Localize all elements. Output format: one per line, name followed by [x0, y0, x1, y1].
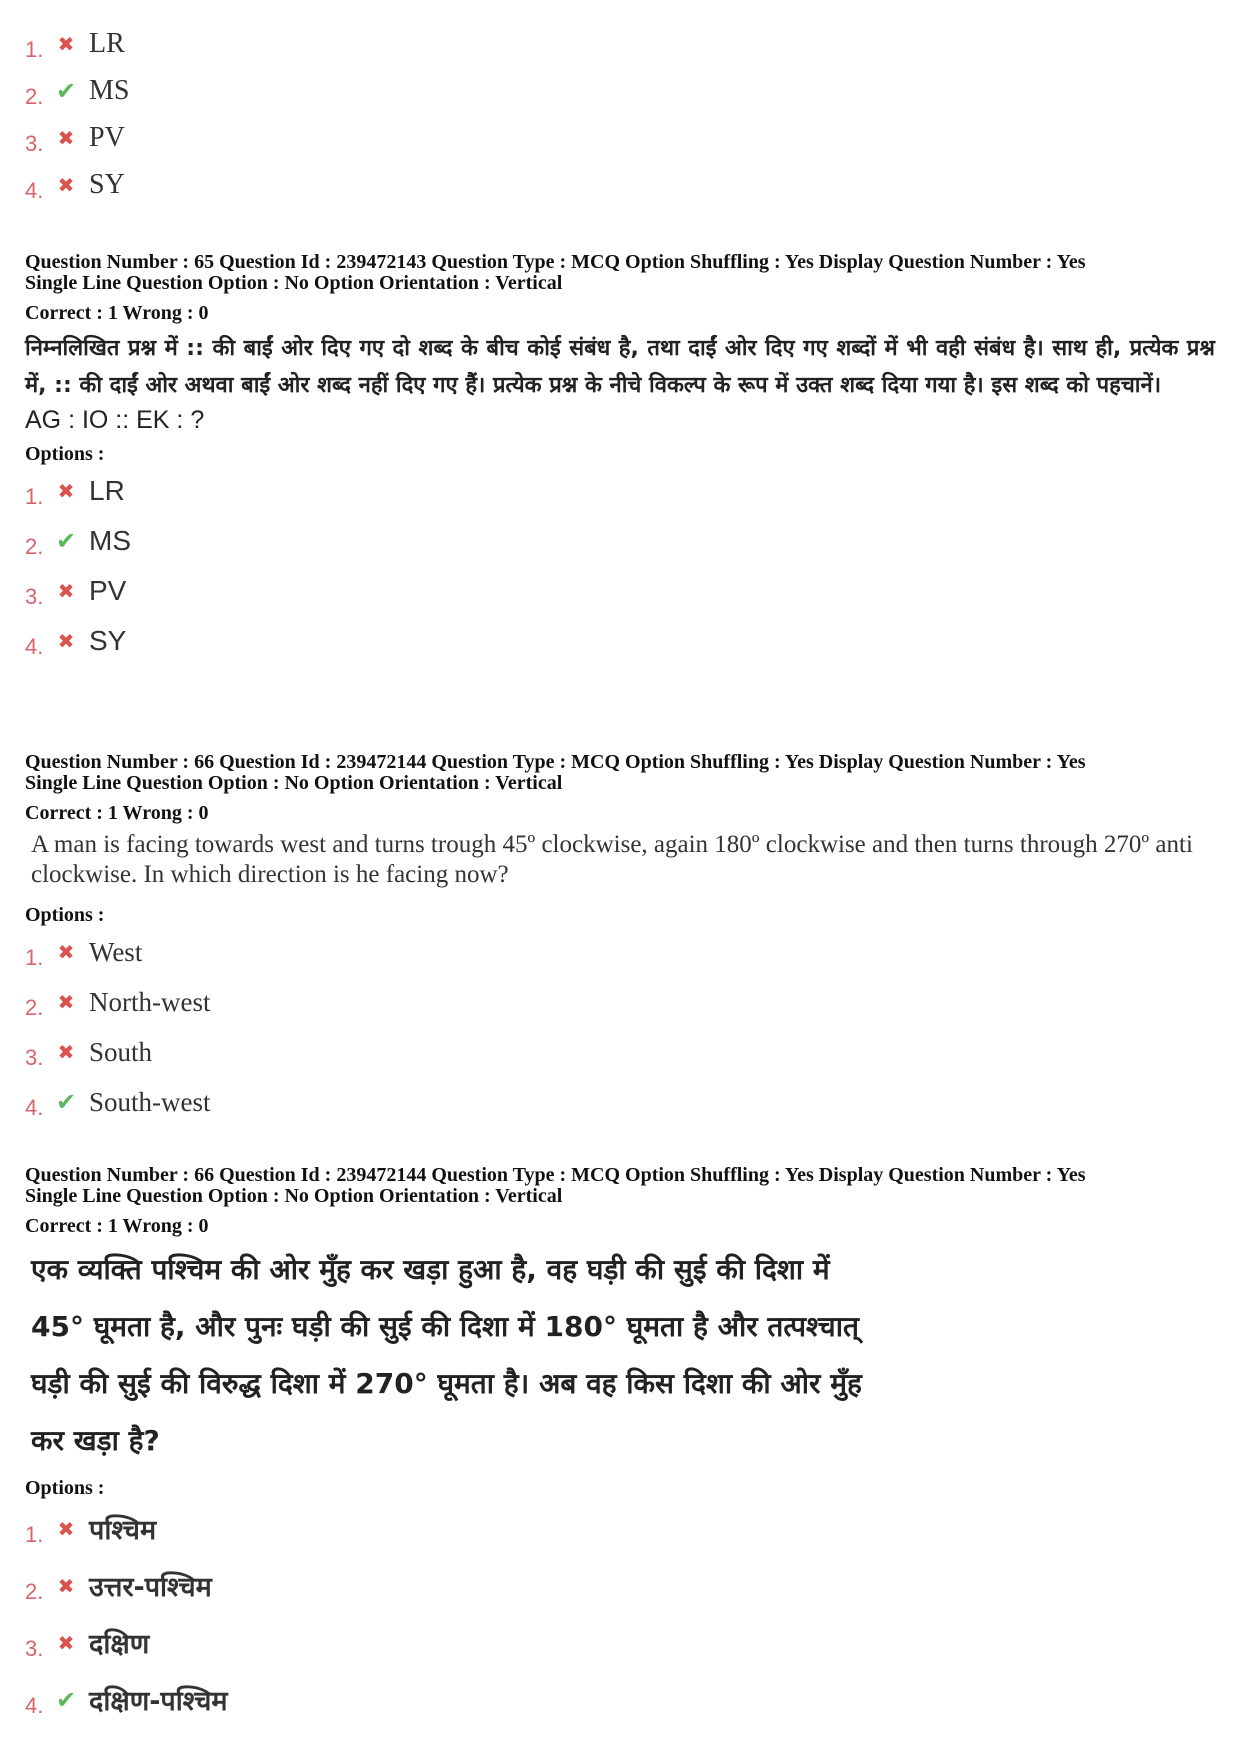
option-number: 3. [25, 130, 44, 156]
option-text: SY [89, 625, 127, 656]
question-text-line: 45° घूमता है, और पुनः घड़ी की सुई की दिशा में 180° घूमता है और तत्पश्चात् [31, 1310, 859, 1343]
option-number: 1. [25, 484, 44, 509]
option-number: 4. [25, 1095, 44, 1120]
question-meta-line2: Single Line Question Option : No Option Orientation : Vertical [25, 272, 563, 294]
marks-info: Correct : 1 Wrong : 0 [25, 802, 209, 824]
option-number: 3. [25, 1635, 44, 1661]
marks-info: Correct : 1 Wrong : 0 [25, 302, 209, 324]
option-row [25, 1614, 1215, 1671]
option-number: 4. [25, 634, 44, 659]
option-text: LR [89, 475, 125, 506]
option-text: North-west [89, 986, 211, 1017]
cross-mark-icon: ✖ [57, 1630, 75, 1655]
question-meta-line1: Question Number : 65 Question Id : 239472143 Question Type : MCQ Option Shuffling : Yes Display Question Number : Yes [25, 251, 1086, 273]
cross-mark-icon: ✖ [57, 990, 75, 1014]
question-text: A man is facing towards west and turns trough 45º clockwise, again 180º clockwise and then turns through 270º anti clockwise. In which direction is he facing now? [31, 831, 1193, 888]
option-row [25, 1671, 1215, 1728]
check-mark-icon: ✔ [55, 1685, 77, 1714]
option-row [25, 1077, 1215, 1127]
question-formula: AG : IO :: EK : ? [25, 406, 205, 434]
option-row [25, 1557, 1215, 1614]
options-label: Options : [25, 904, 105, 926]
option-text: SY [89, 168, 125, 200]
option-number: 1. [25, 1521, 44, 1547]
option-row [25, 466, 1215, 516]
option-text: West [89, 936, 143, 967]
cross-mark-icon: ✖ [57, 940, 75, 964]
top-options-list [25, 20, 1215, 208]
option-number: 3. [25, 584, 44, 609]
check-mark-icon: ✔ [55, 76, 77, 105]
check-mark-icon: ✔ [55, 527, 77, 555]
cross-mark-icon: ✖ [57, 31, 75, 56]
option-number: 2. [25, 534, 44, 559]
question-meta-line2: Single Line Question Option : No Option Orientation : Vertical [25, 1185, 563, 1207]
cross-mark-icon: ✖ [57, 125, 75, 150]
options-label: Options : [25, 1477, 105, 1499]
cross-mark-icon: ✖ [57, 579, 75, 603]
option-text: PV [89, 575, 127, 606]
option-number: 1. [25, 36, 44, 62]
option-number: 2. [25, 83, 44, 109]
option-text: दक्षिण-पश्चिम [89, 1686, 228, 1717]
cross-mark-icon: ✖ [57, 1573, 75, 1598]
option-text: MS [89, 525, 131, 556]
question-block-66-hindi [25, 1165, 1215, 1728]
option-row [25, 977, 1215, 1027]
option-row [25, 927, 1215, 977]
option-number: 2. [25, 1578, 44, 1604]
option-row [25, 566, 1215, 616]
option-number: 4. [25, 1692, 44, 1718]
option-text: दक्षिण [89, 1629, 150, 1660]
question-meta-line2: Single Line Question Option : No Option Orientation : Vertical [25, 772, 563, 794]
cross-mark-icon: ✖ [57, 479, 75, 503]
cross-mark-icon: ✖ [57, 1516, 75, 1541]
question-block-65 [25, 252, 1215, 666]
option-row [25, 114, 1215, 161]
option-row [25, 67, 1215, 114]
question-text-line: कर खड़ा है? [31, 1424, 160, 1457]
option-text: पश्चिम [89, 1515, 157, 1546]
cross-mark-icon: ✖ [57, 629, 75, 653]
question-text-line: एक व्यक्ति पश्चिम की ओर मुँह कर खड़ा हुआ है, वह घड़ी की सुई की दिशा में [31, 1253, 830, 1286]
option-row [25, 1027, 1215, 1077]
option-number: 4. [25, 177, 44, 203]
marks-info: Correct : 1 Wrong : 0 [25, 1215, 209, 1237]
question-block-66-english [25, 752, 1215, 1127]
question-text-line: घड़ी की सुई की विरुद्ध दिशा में 270° घूमता है। अब वह किस दिशा की ओर मुँह [31, 1367, 862, 1400]
option-text: South [89, 1036, 153, 1067]
cross-mark-icon: ✖ [57, 172, 75, 197]
option-row [25, 516, 1215, 566]
question-meta-line1: Question Number : 66 Question Id : 239472144 Question Type : MCQ Option Shuffling : Yes Display Question Number : Yes [25, 1164, 1086, 1186]
option-number: 3. [25, 1045, 44, 1070]
option-row [25, 20, 1215, 67]
option-text: LR [89, 27, 125, 59]
cross-mark-icon: ✖ [57, 1040, 75, 1064]
option-row [25, 616, 1215, 666]
question-text: निम्नलिखित प्रश्न में :: की बाईं ओर दिए गए दो शब्द के बीच कोई संबंध है, तथा दाईं ओर दिए गए शब्दों में भी वही संबंध है। साथ ही, प्रत्येक प्रश्न में, :: की दाईं ओर अथवा बाईं ओर शब्द नहीं दिए गए हैं। प्रत्येक प्रश्न के नीचे विकल्प के रूप में उक्त शब्द दिया गया है। इस शब्द को पहचानें। [25, 336, 1215, 398]
option-number: 1. [25, 945, 44, 970]
option-row [25, 1500, 1215, 1557]
question-meta-line1: Question Number : 66 Question Id : 239472144 Question Type : MCQ Option Shuffling : Yes Display Question Number : Yes [25, 751, 1086, 773]
options-label: Options : [25, 443, 105, 465]
option-row [25, 161, 1215, 208]
option-text: PV [89, 121, 125, 153]
option-text: South-west [89, 1086, 211, 1117]
check-mark-icon: ✔ [55, 1088, 77, 1116]
option-text: MS [89, 74, 130, 106]
option-text: उत्तर-पश्चिम [89, 1572, 212, 1603]
question-text [25, 1241, 1215, 1469]
option-number: 2. [25, 995, 44, 1020]
